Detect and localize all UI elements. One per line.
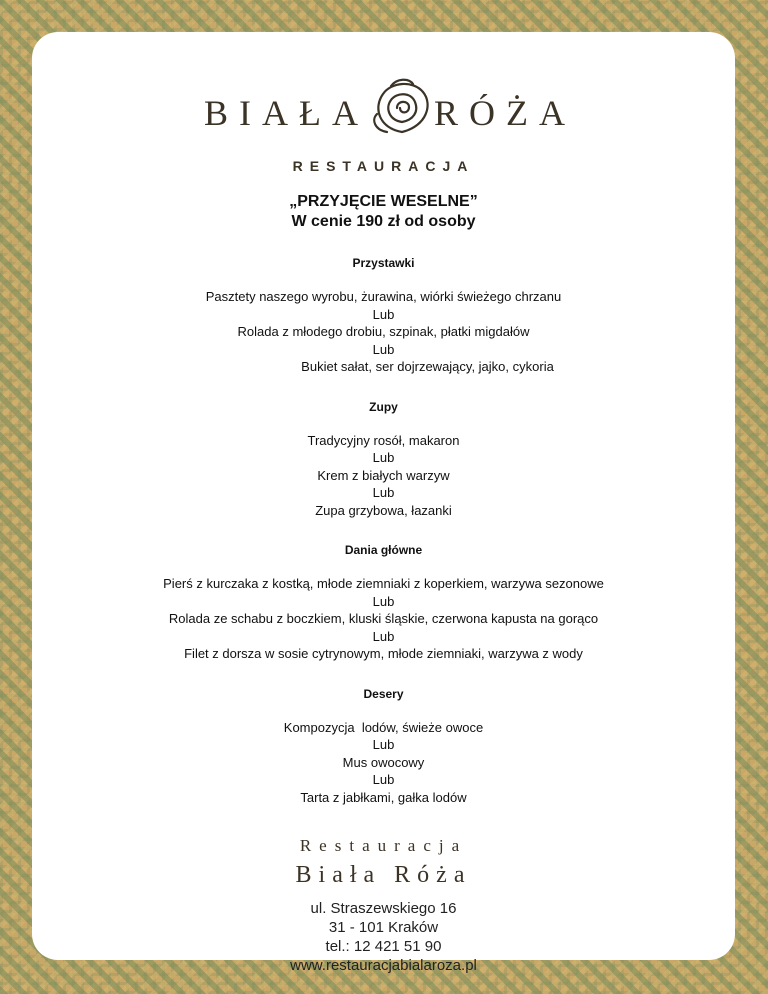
- menu-item: Mus owocowy: [342, 754, 425, 770]
- menu-title: „PRZYJĘCIE WESELNE”: [289, 193, 478, 210]
- menu-item-separator: Lub: [372, 306, 395, 322]
- logo-subtitle: RESTAURACJA: [292, 158, 475, 174]
- menu-item: Zupa grzybowa, łazanki: [315, 502, 452, 518]
- footer-street: ul. Straszewskiego 16: [310, 900, 457, 917]
- menu-item: Krem z białych warzyw: [317, 467, 450, 483]
- menu-sheet: [32, 32, 735, 974]
- menu-item: Pasztety naszego wyrobu, żurawina, wiórki świeżego chrzanu: [205, 289, 562, 304]
- menu-item-separator: Lub: [372, 450, 395, 465]
- footer-restauracja: Restauracja: [299, 836, 468, 855]
- section-heading-dania-glowne: Dania główne: [344, 543, 423, 557]
- rose-icon: [367, 74, 437, 138]
- restaurant-logo: [32, 92, 735, 172]
- footer-website[interactable]: www.restauracjabialaroza.pl: [290, 957, 477, 974]
- menu-price: W cenie 190 zł od osoby: [291, 213, 476, 230]
- menu-item: Tarta z jabłkami, gałka lodów: [300, 789, 467, 805]
- logo-word-biala: BIAŁA: [204, 93, 369, 133]
- menu-item-separator: Lub: [372, 485, 395, 500]
- section-heading-zupy: Zupy: [369, 399, 398, 414]
- menu-item-separator: Lub: [372, 772, 395, 787]
- footer-address: [32, 899, 735, 975]
- footer-phone: tel.: 12 421 51 90: [325, 938, 442, 955]
- menu-item: Kompozycja lodów, świeże owoce: [283, 719, 484, 735]
- menu-item-separator: Lub: [372, 593, 395, 609]
- footer-restaurant-name: Biała Róża: [295, 862, 472, 888]
- footer-city: 31 - 101 Kraków: [328, 919, 439, 936]
- menu-item: Tradycyjny rosół, makaron: [307, 432, 460, 448]
- section-heading-desery: Desery: [363, 686, 404, 701]
- logo-word-roza: RÓŻA: [434, 93, 576, 133]
- footer: [32, 836, 735, 975]
- menu-item: Rolada ze schabu z boczkiem, kluski śląskie, czerwona kapusta na gorąco: [168, 611, 599, 626]
- menu-item-separator: Lub: [372, 628, 395, 644]
- wedding-menu: [32, 192, 735, 806]
- menu-item-separator: Lub: [372, 737, 395, 752]
- menu-item: Filet z dorsza w sosie cytrynowym, młode ziemniaki, warzywa z wody: [184, 646, 583, 661]
- section-heading-przystawki: Przystawki: [352, 256, 415, 270]
- menu-item: Pierś z kurczaka z kostką, młode ziemniaki z koperkiem, warzywa sezonowe: [163, 576, 604, 591]
- menu-item-separator: Lub: [372, 341, 395, 357]
- menu-item: Rolada z młodego drobiu, szpinak, płatki migdałów: [237, 324, 530, 339]
- menu-item: Bukiet sałat, ser dojrzewający, jajko, cykoria: [301, 359, 554, 374]
